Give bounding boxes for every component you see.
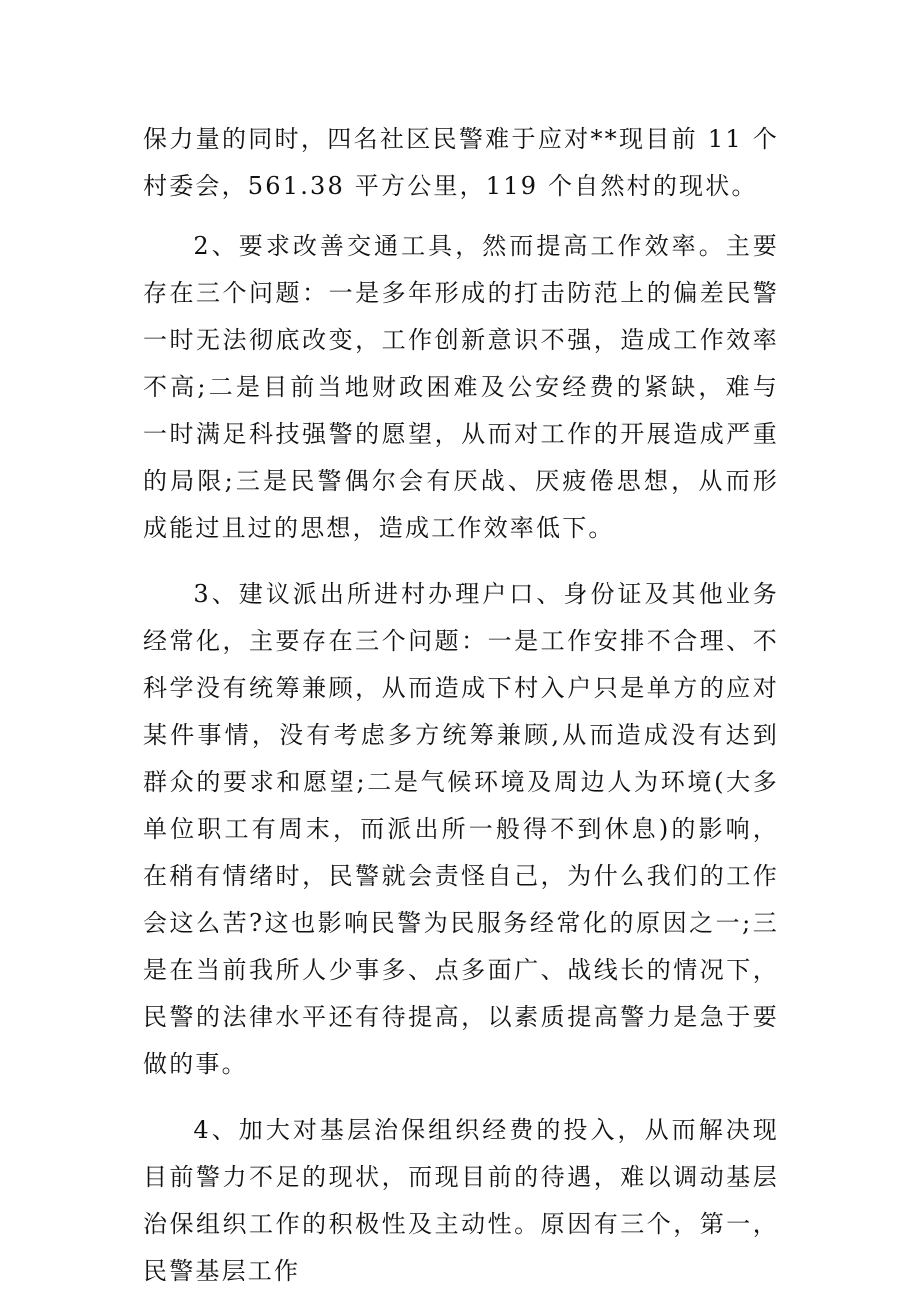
paragraph-item-4: 4、加大对基层治保组织经费的投入，从而解决现目前警力不足的现状，而现目前的待遇，难以调动基层治保组织工作的积极性及主动性。原因有三个，第一，民警基层工作 bbox=[143, 1116, 779, 1285]
paragraph-continuation: 保力量的同时，四名社区民警难于应对**现目前 11 个村委会，561.38 平方公里，119 个自然村的现状。 bbox=[143, 125, 779, 200]
document-body bbox=[143, 116, 779, 1314]
paragraph-item-3: 3、建议派出所进村办理户口、身份证及其他业务经常化，主要存在三个问题：一是工作安排不合理、不科学没有统筹兼顾，从而造成下村入户只是单方的应对某件事情，没有考虑多方统筹兼顾,从而造成没有达到群众的要求和愿望;二是气候环境及周边人为环境(大多单位职工有周末，而派出所一般得不到休息)的影响，在稍有情绪时，民警就会责怪自己，为什么我们的工作会这么苦?这也影响民警为民服务经常化的原因之一;三是在当前我所人少事多、点多面广、战线长的情况下，民警的法律水平还有待提高，以素质提高警力是急于要做的事。 bbox=[143, 580, 779, 1078]
paragraph-item-2: 2、要求改善交通工具，然而提高工作效率。主要存在三个问题：一是多年形成的打击防范上的偏差民警一时无法彻底改变，工作创新意识不强，造成工作效率不高;二是目前当地财政困难及公安经费的紧缺，难与一时满足科技强警的愿望，从而对工作的开展造成严重的局限;三是民警偶尔会有厌战、厌疲倦思想，从而形成能过且过的思想，造成工作效率低下。 bbox=[143, 232, 779, 542]
